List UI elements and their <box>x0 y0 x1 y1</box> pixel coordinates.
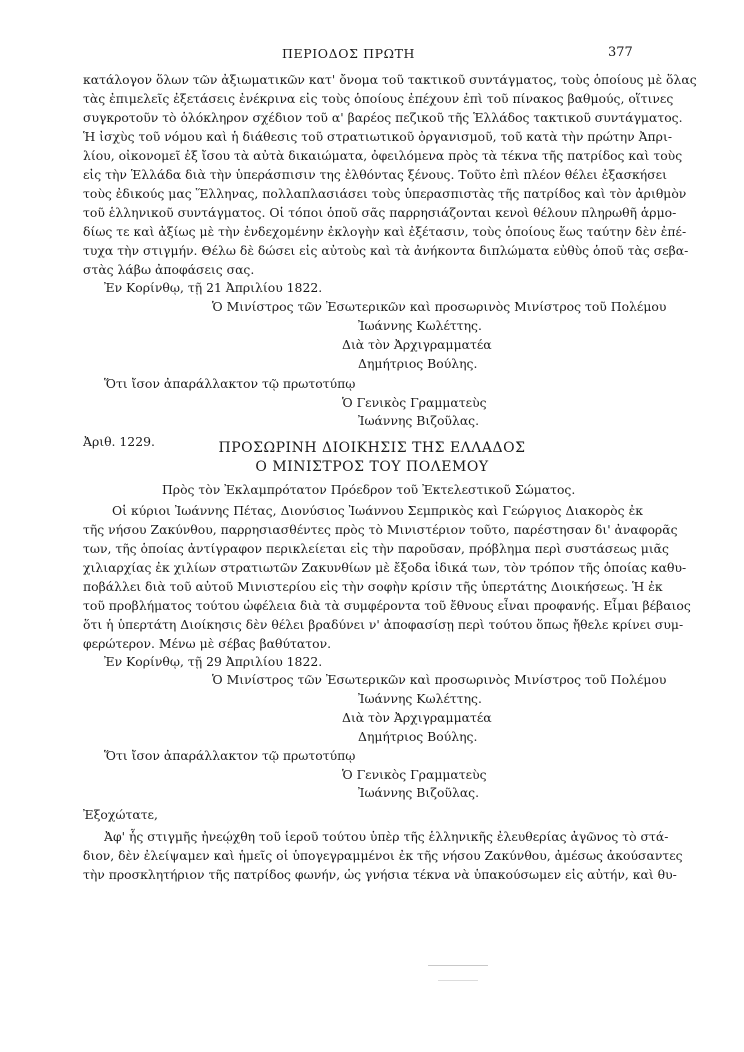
doc1-line: τὰς ἐπιμελεῖς ἐξετάσεις ἐνέκρινα εἰς τοὺς ὁποίους ἐπέχουν ἐπὶ τοῦ πίνακος βαθμούς, οἵτινες <box>83 91 674 106</box>
doc2-place-date: Ἐν Κορίνθῳ, τῇ 29 Ἀπριλίου 1822. <box>104 654 323 669</box>
doc2-line: χιλιαρχίας ἐκ χιλίων στρατιωτῶν Ζακυνθίων μὲ ἔξοδα ἰδικά των, τὸν τρόπον τῆς ὁποίας καθυ- <box>83 560 687 575</box>
doc2-line: ὅτι ἡ ὑπερτάτη Διοίκησις δὲν θέλει βραδύνει ν' ἀποφασίσῃ περὶ τούτου ὅπως ἤθελε κρίνει συμ- <box>83 617 684 632</box>
doc2-line: ποβάλλει διὰ τοῦ αὐτοῦ Μινιστερίου εἰς τὴν σοφὴν κρίσιν τῆς ὑπερτάτης Διοικήσεως. Ἡ ἐκ <box>83 579 663 594</box>
doc2-addressee: Πρὸς τὸν Ἐκλαμπρότατον Πρόεδρον τοῦ Ἐκτελεστικοῦ Σώματος. <box>162 482 576 497</box>
doc3-line: Ἀφ' ἧς στιγμῆς ἠνεῴχθη τοῦ ἱεροῦ τούτου ὑπὲρ τῆς ἑλληνικῆς ἐλευθερίας ἀγῶνος τὸ στά- <box>104 829 669 844</box>
doc1-line: δίως τε καὶ ἀξίως μὲ τὴν ἐνδεχομένην ἐκλογὴν καὶ ἐξέτασιν, τοὺς ὁποίους ἕως ταύτην δὲν ἐπέ- <box>83 224 687 239</box>
doc1-line: εἰς τὴν Ἑλλάδα διὰ τὴν ὑπεράσπισιν της ἐλθόντας ξένους. Τοῦτο ἐπὶ πλέον θέλει ἐξασκήσει <box>83 167 667 182</box>
doc2-line: τῆς νήσου Ζακύνθου, παρρησιασθέντες πρὸς τὸ Μινιστέριον τοῦτο, παρέστησαν δι' ἀναφορᾶς <box>83 522 678 537</box>
doc1-signature-title: Ὁ Μινίστρος τῶν Ἐσωτερικῶν καὶ προσωρινὸς Μινίστρος τοῦ Πολέμου <box>212 299 667 314</box>
doc2-number: Ἀριθ. 1229. <box>83 434 155 449</box>
doc2-general-secretary-title: Ὁ Γενικὸς Γραμματεὺς <box>342 767 487 782</box>
doc1-place-date: Ἐν Κορίνθῳ, τῇ 21 Ἀπριλίου 1822. <box>104 280 323 295</box>
doc3-salutation: Ἐξοχώτατε, <box>83 807 158 822</box>
doc2-title-government: ΠΡΟΣΩΡΙΝΗ ΔΙΟΙΚΗΣΙΣ ΤΗΣ ΕΛΛΑΔΟΣ <box>218 440 526 456</box>
scan-artifact <box>438 980 478 981</box>
running-title: ΠΕΡΙΟΔΟΣ ΠΡΩΤΗ <box>282 46 416 61</box>
doc1-line: λίου, οἰκονομεῖ ἐξ ἴσου τὰ αὐτὰ δικαιώματα, ὀφειλόμενα πρὸς τὰ τέκνα τῆς πατρίδος καὶ τοὺς <box>83 148 683 163</box>
doc1-signature-on-behalf: Διὰ τὸν Ἀρχιγραμματέα <box>342 337 492 352</box>
page-number: 377 <box>608 45 633 60</box>
doc3-line: τὴν προσκλητήριον τῆς πατρίδος φωνήν, ὡς γνήσια τέκνα νὰ ὑπακούσωμεν εἰς αὐτήν, καὶ θυ- <box>83 867 677 882</box>
doc2-signature-on-behalf: Διὰ τὸν Ἀρχιγραμματέα <box>342 710 492 725</box>
doc2-signature-name: Ἰωάννης Κωλέττης. <box>358 691 482 706</box>
doc2-general-secretary-name: Ἰωάννης Βιζοῦλας. <box>358 785 480 800</box>
doc2-signature-title: Ὁ Μινίστρος τῶν Ἐσωτερικῶν καὶ προσωρινὸς Μινίστρος τοῦ Πολέμου <box>212 672 667 687</box>
doc1-line: συγκροτοῦν τὸ ὁλόκληρον σχέδιον τοῦ α' βαρέος πεζικοῦ τῆς Ἑλλάδος τακτικοῦ συντάγματος. <box>83 110 683 125</box>
doc1-line: τοὺς ἐδικούς μας Ἕλληνας, πολλαπλασιάσει τοὺς ὑπερασπιστὰς τῆς πατρίδος καὶ τὸν ἀριθμὸν <box>83 186 687 201</box>
doc2-line: τοῦ προβλήματος τούτου ὠφέλεια διὰ τὰ συμφέροντα τοῦ ἔθνους εἶναι προφανής. Εἶμαι βέβαιος <box>83 598 691 613</box>
doc1-general-secretary-title: Ὁ Γενικὸς Γραμματεὺς <box>342 395 487 410</box>
doc2-line: Οἱ κύριοι Ἰωάννης Πέτας, Διονύσιος Ἰωάννου Σεμπρικὸς καὶ Γεώργιος Διακορὸς ἐκ <box>112 503 643 518</box>
doc1-signature-secretary-name: Δημήτριος Βούλης. <box>358 356 478 371</box>
doc2-line: φερώτερον. Μένω μὲ σέβας βαθύτατον. <box>83 636 332 651</box>
doc1-general-secretary-name: Ἰωάννης Βιζοῦλας. <box>358 413 480 428</box>
doc1-line: Ἡ ἰσχὺς τοῦ νόμου καὶ ἡ διάθεσις τοῦ στρατιωτικοῦ ὀργανισμοῦ, τοῦ κατὰ τὴν πρώτην Ἀπρι- <box>83 129 673 144</box>
scan-artifact <box>428 965 488 966</box>
doc2-attestation: Ὅτι ἴσον ἀπαράλλακτον τῷ πρωτοτύπῳ <box>104 748 356 763</box>
doc1-line: τυχα τὴν στιγμήν. Θέλω δὲ δώσει εἰς αὐτοὺς καὶ τὰ ἀνήκοντα διπλώματα εὐθὺς ὁποῦ τὰς σεβα- <box>83 243 689 258</box>
doc1-attestation: Ὅτι ἴσον ἀπαράλλακτον τῷ πρωτοτύπῳ <box>104 376 356 391</box>
doc1-line: στὰς λάβω ἀποφάσεις σας. <box>83 262 255 277</box>
doc2-line: των, τῆς ὁποίας ἀντίγραφον περικλείεται εἰς τὴν παροῦσαν, πρόβλημα περὶ συστάσεως μιᾶς <box>83 541 669 556</box>
doc3-line: διον, δὲν ἐλείψαμεν καὶ ἡμεῖς οἱ ὑπογεγραμμένοι ἐκ τῆς νήσου Ζακύνθου, ἀμέσως ἀκούσαντες <box>83 848 683 863</box>
doc1-line: τοῦ ἑλληνικοῦ συντάγματος. Οἱ τόποι ὁποῦ σᾶς παρρησιάζονται κενοὶ θέλουν πληρωθῆ ἁρμο- <box>83 205 677 220</box>
doc1-signature-name: Ἰωάννης Κωλέττης. <box>358 318 482 333</box>
doc2-signature-secretary-name: Δημήτριος Βούλης. <box>358 729 478 744</box>
doc2-title-minister: Ο ΜΙΝΙΣΤΡΟΣ ΤΟΥ ΠΟΛΕΜΟΥ <box>255 459 489 475</box>
doc1-line: κατάλογον ὅλων τῶν ἀξιωματικῶν κατ' ὄνομα τοῦ τακτικοῦ συντάγματος, τοὺς ὁποίους μὲ ὅλας <box>83 72 697 87</box>
